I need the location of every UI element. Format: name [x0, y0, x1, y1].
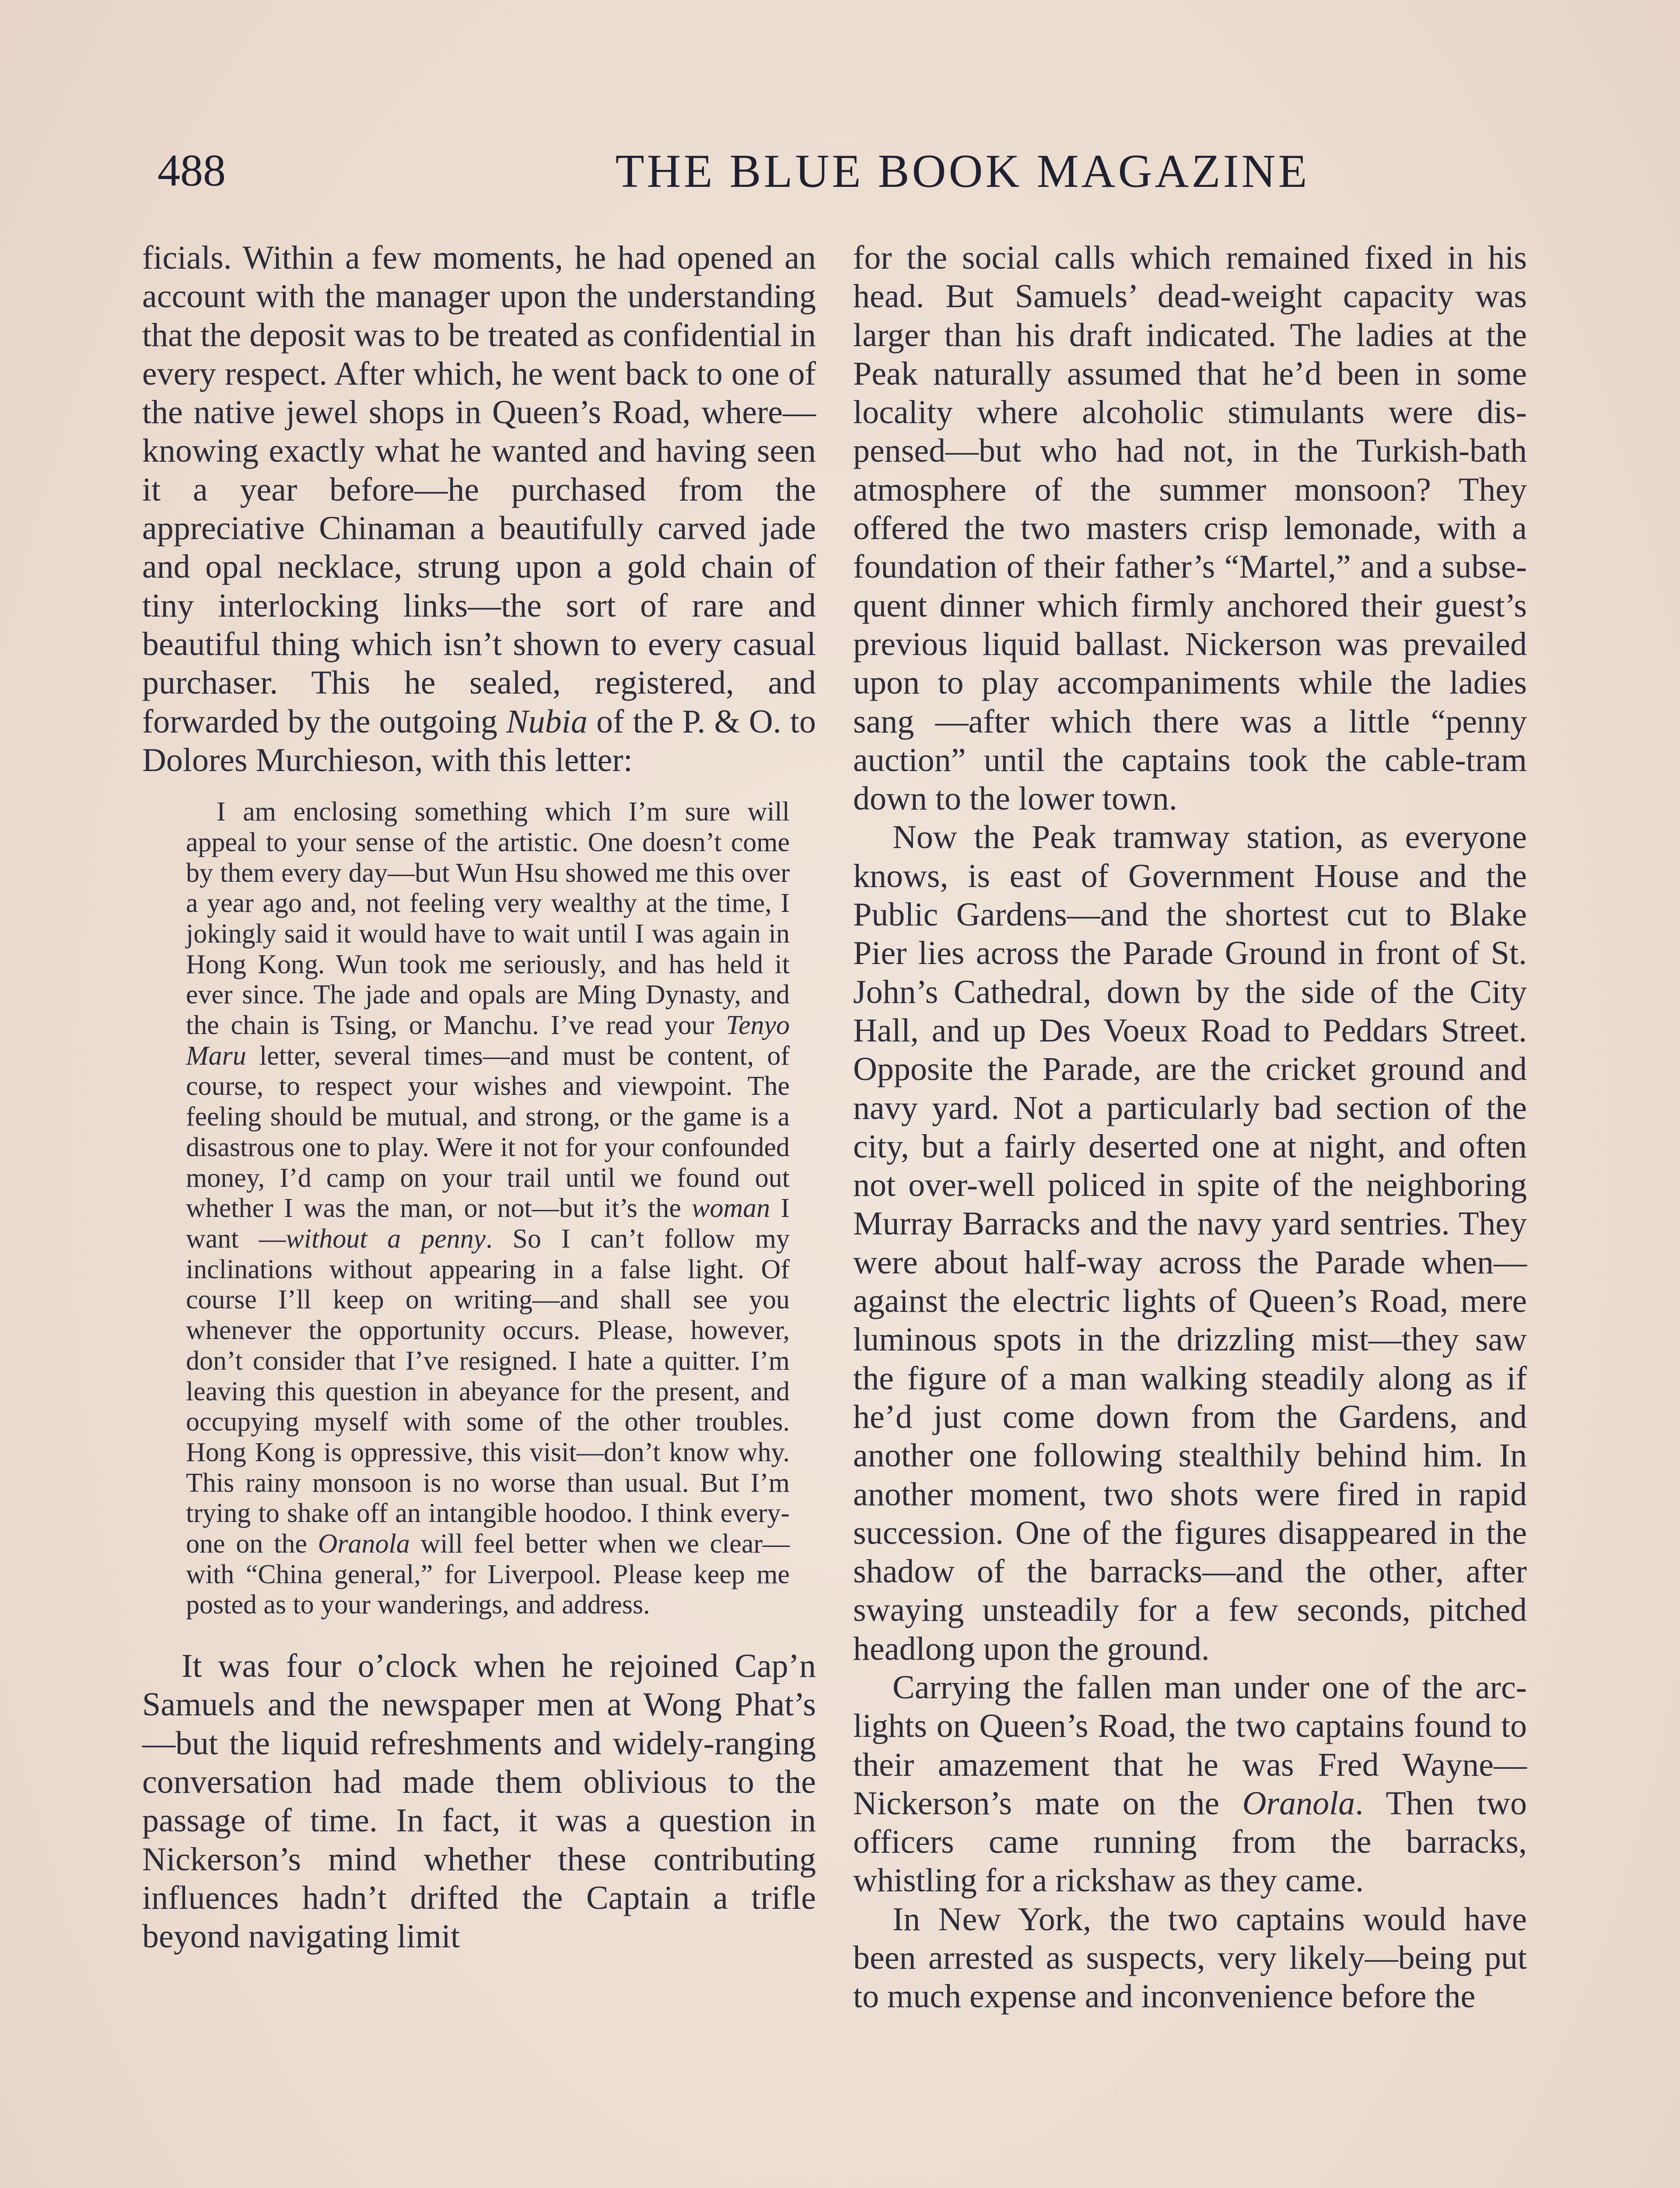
quoted-letter [186, 797, 790, 1620]
right-column [853, 238, 1527, 2016]
page-number: 488 [158, 145, 226, 196]
left-column [142, 238, 816, 1956]
body-paragraph: In New York, the two captains would have been arrested as suspects, very likely—being put to much expense and inconvenience before the [853, 1900, 1527, 2015]
body-paragraph: Carrying the fallen man under one of the arc-lights on Queen’s Road, the two captains found to their amazement that he was Fred Wayne—Nickerson’s mate on the Oranola. Then two officers came running from the barracks, whistling for a rickshaw as they came. [853, 1669, 1527, 1899]
body-paragraph: It was four o’clock when he rejoined Cap’n Samuels and the newspaper men at Wong Phat’s—but the liquid refreshments and widely-ranging conversation had made them oblivious to the passage of time. In fact, it was a question in Nickerson’s mind whether these contributing influences hadn’t drifted the Captain a trifle beyond navigating limit [142, 1648, 816, 1955]
running-header [149, 131, 1531, 210]
body-paragraph: ficials. Within a few moments, he had opened an account with the manager upon the understanding that the deposit was to be treated as confidential in every respect. After which, he went back to one of the native jewel shops in Queen’s Road, where—knowing exactly what he wanted and having seen it a year before—he purchased from the appreciative Chinaman a beautifully carved jade and opal necklace, strung upon a gold chain of tiny interlocking links—the sort of rare and beautiful thing which isn’t shown to every casual purchaser. This he sealed, registered, and forwarded by the outgoing Nubia of the P. & O. to Dolores Murchieson, with this letter: [142, 239, 816, 778]
ship-name: Oranola [1242, 1785, 1355, 1822]
magazine-title: THE BLUE BOOK MAGAZINE [615, 145, 1310, 197]
body-paragraph: Now the Peak tramway station, as everyone knows, is east of Government House and the Public Gardens—and the shortest cut to Blake Pier lies across the Parade Ground in front of St. John’s Cathedral, down by the side of the City Hall, and up Des Voeux Road to Peddars Street. Opposite the Parade, are the cricket ground and navy yard. Not a particularly bad section of the city, but a fairly deserted one at night, and often not over-well policed in spite of the neighboring Murray Barracks and the navy yard sentries. They were about half-way across the Parade when—against the electric lights of Queen’s Road, mere luminous spots in the drizzling mist—they saw the figure of a man walking steadily along as if he’d just come down from the Gardens, and another one following stealthily behind him. In another moment, two shots were fired in rapid succession. One of the figures disappeared in the shadow of the barracks—and the other, after swaying unsteadily for a few seconds, pitched headlong upon the ground. [853, 819, 1527, 1667]
letter-text: I am enclosing something which I’m sure will appeal to your sense of the artistic. One doesn’t come by them every day—but Wun Hsu showed me this over a year ago and, not feeling very wealthy at the time, I jokingly said it would have to wait until I was again in Hong Kong. Wun took me seriously, and has held it ever since. The jade and opals are Ming Dynasty, and the chain is Tsing, or Manchu. I’ve read your Tenyo Maru letter, several times—and must be content, of course, to respect your wishes and viewpoint. The feeling should be mutual, and strong, or the game is a disastrous one to play. Were it not for your confounded money, I’d camp on your trail until we found out whether I was the man, or not—but it’s the woman I want —without a penny. So I can’t follow my inclinations without appearing in a false light. Of course I’ll keep on writing—and shall see you whenever the opportunity occurs. Please, however, don’t consider that I’ve resigned. I hate a quitter. I’m leaving this question in abeyance for the present, and occupying myself with some of the other troubles. Hong Kong is oppressive, this visit—don’t know why. This rainy monsoon is no worse than usual. But I’m trying to shake off an intangible hoodoo. I think everyone on the Oranola will feel better when we clear—with “China general,” for Liverpool. Please keep me posted as to your wanderings, and address. [186, 797, 790, 1620]
body-paragraph: for the social calls which remained fixed in his head. But Samuels’ dead-weight capacity was larger than his draft indicated. The ladies at the Peak naturally assumed that he’d been in some locality where alcoholic stimulants were dispensed—but who had not, in the Turkish-bath atmosphere of the summer monsoon? They offered the two masters crisp lemonade, with a foundation of their father’s “Martel,” and a subsequent dinner which firmly anchored their guest’s previous liquid ballast. Nickerson was prevailed upon to play accompaniments while the ladies sang —after which there was a little “penny auction” until the captains took the cable-tram down to the lower town. [853, 239, 1527, 817]
ship-name: Nubia [506, 703, 588, 740]
